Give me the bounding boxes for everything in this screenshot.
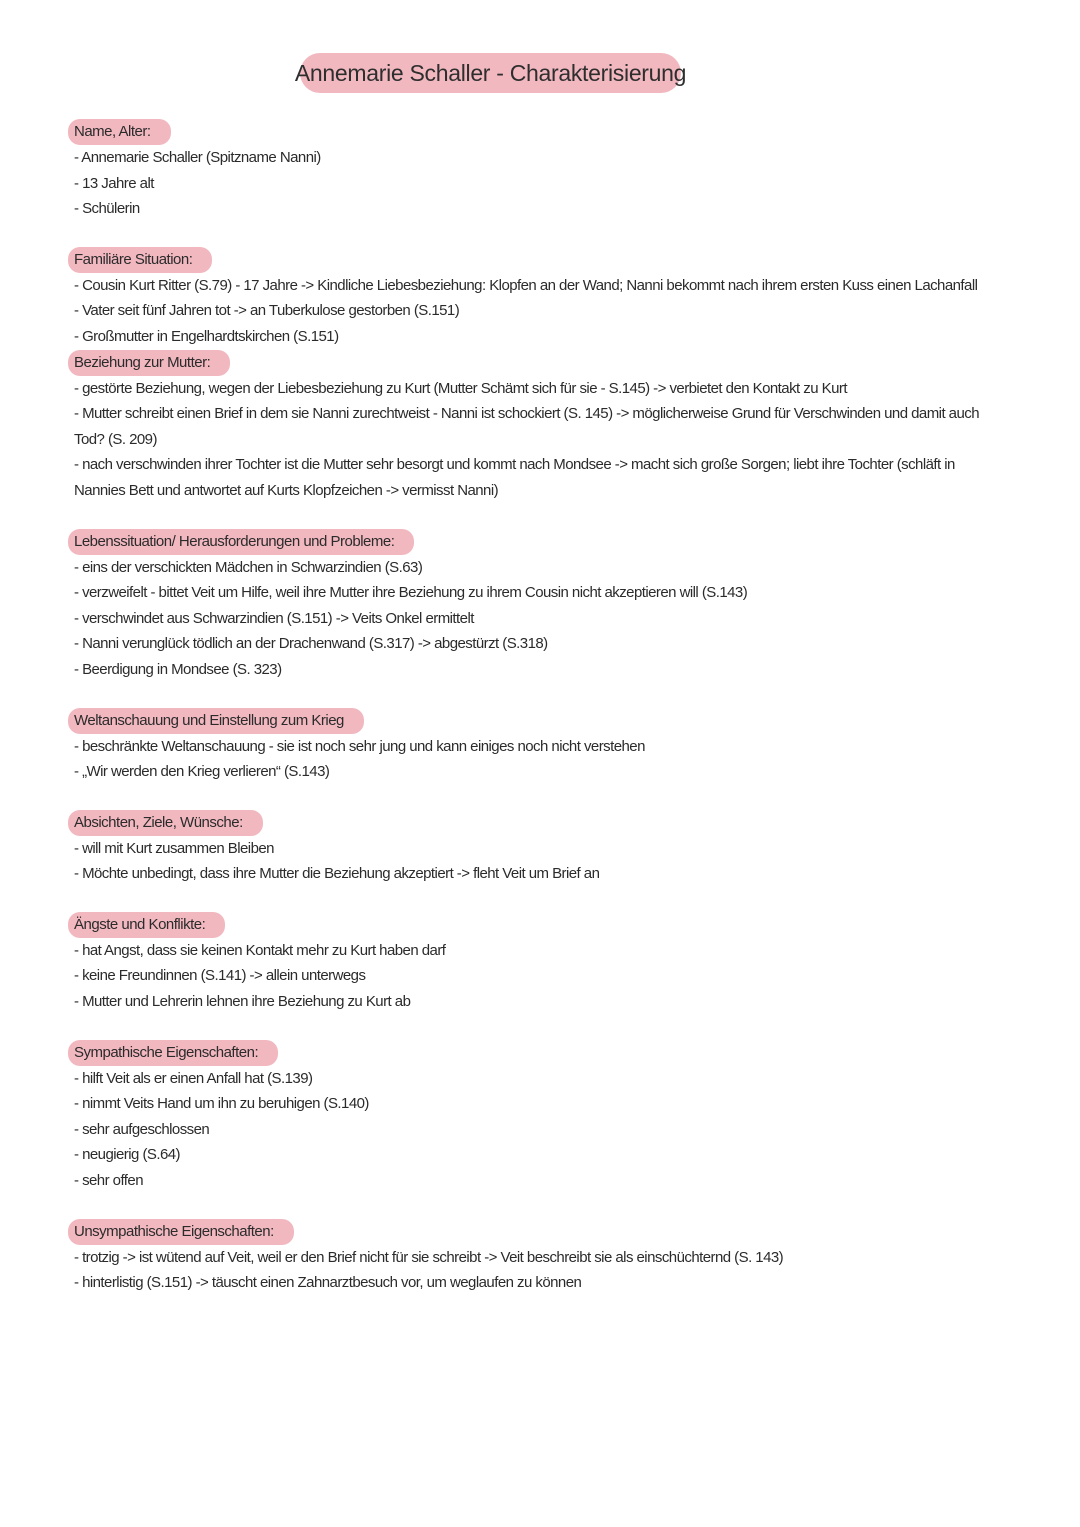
list-item: - gestörte Beziehung, wegen der Liebesbeziehung zu Kurt (Mutter Schämt sich für sie - S.145) -> verbietet den Kontakt zu Kurt [74,379,847,397]
list-item: - will mit Kurt zusammen Bleiben [74,839,274,857]
section-heading: Name, Alter: [68,119,171,145]
item-list [68,1245,1008,1296]
section-name-alter [68,119,1008,222]
item-list [68,1066,1008,1194]
list-item: - Vater seit fünf Jahren tot -> an Tuberkulose gestorben (S.151) [74,302,460,320]
section-heading: Unsympathische Eigenschaften: [68,1219,294,1245]
list-item: - „Wir werden den Krieg verlieren“ (S.143) [74,763,330,781]
list-item: - beschränkte Weltanschauung - sie ist noch sehr jung und kann einiges noch nicht verstehen [74,737,645,755]
section-familiaere-situation [68,247,1008,350]
list-item: - Annemarie Schaller (Spitzname Nanni) [74,149,321,166]
list-item: - sehr offen [74,1172,144,1190]
title-highlight [294,53,687,93]
section-unsympathisch [68,1219,1008,1296]
document-body [68,119,1008,1296]
list-item: - Mutter und Lehrerin lehnen ihre Beziehung zu Kurt ab [74,993,411,1011]
section-heading: Ängste und Konflikte: [68,912,225,938]
section-lebenssituation [68,529,1008,683]
item-list [68,376,1008,504]
section-heading: Familiäre Situation: [68,247,212,273]
list-item: - nach verschwinden ihrer Tochter ist die Mutter sehr besorgt und kommt nach Mondsee -> macht sich große Sorgen; liebt ihre Tochter (schläft in Nannies Bett und antwortet auf Kurts Klopfzeichen -> vermisst Nanni) [74,456,955,499]
list-item: - nimmt Veits Hand um ihn zu beruhigen (S.140) [74,1095,369,1113]
list-item: - Schülerin [74,200,140,218]
list-item: - Mutter schreibt einen Brief in dem sie Nanni zurechtweist - Nanni ist schockiert (S. 145) -> möglicherweise Grund für Verschwinden und damit auch Tod? (S. 209) [74,405,980,448]
list-item: - Möchte unbedingt, dass ihre Mutter die Beziehung akzeptiert -> fleht Veit um Brief an [74,865,600,883]
section-heading: Lebenssituation/ Herausforderungen und Probleme: [68,529,414,555]
page-title: Annemarie Schaller - Charakterisierung [294,59,687,86]
section-heading: Absichten, Ziele, Wünsche: [68,810,263,836]
section-sympathisch [68,1040,1008,1194]
list-item: - Beerdigung in Mondsee (S. 323) [74,660,282,678]
section-heading: Weltanschauung und Einstellung zum Krieg [68,708,364,734]
item-list [68,836,1008,887]
item-list [68,145,1008,222]
list-item: - hat Angst, dass sie keinen Kontakt mehr zu Kurt haben darf [74,941,446,959]
list-item: - trotzig -> ist wütend auf Veit, weil er den Brief nicht für sie schreibt -> Veit beschreibt sie als einschüchternd (S. 143) [74,1248,784,1266]
section-aengste [68,912,1008,1015]
item-list [68,273,1008,350]
list-item: - verzweifelt - bittet Veit um Hilfe, weil ihre Mutter ihre Beziehung zu ihrem Cousin nicht akzeptieren will (S.143) [74,584,748,602]
list-item: - hinterlistig (S.151) -> täuscht einen Zahnarztbesuch vor, um weglaufen zu können [74,1274,582,1292]
item-list [68,734,1008,785]
section-beziehung-mutter [68,350,1008,504]
list-item: - hilft Veit als er einen Anfall hat (S.139) [74,1069,313,1087]
list-item: - Großmutter in Engelhardtskirchen (S.151) [74,327,339,345]
list-item: - eins der verschickten Mädchen in Schwarzindien (S.63) [74,558,423,576]
section-heading: Sympathische Eigenschaften: [68,1040,278,1066]
list-item: - verschwindet aus Schwarzindien (S.151) -> Veits Onkel ermittelt [74,609,474,627]
list-item: - 13 Jahre alt [74,174,154,192]
section-heading: Beziehung zur Mutter: [68,350,230,376]
list-item: - keine Freundinnen (S.141) -> allein unterwegs [74,967,366,985]
item-list [68,938,1008,1015]
section-weltanschauung [68,708,1008,785]
list-item: - neugierig (S.64) [74,1146,180,1164]
list-item: - Nanni verunglück tödlich an der Drachenwand (S.317) -> abgestürzt (S.318) [74,635,548,653]
item-list [68,555,1008,683]
section-absichten [68,810,1008,887]
list-item: - sehr aufgeschlossen [74,1120,210,1138]
list-item: - Cousin Kurt Ritter (S.79) - 17 Jahre -> Kindliche Liebesbeziehung: Klopfen an der Wand; Nanni bekommt nach ihrem ersten Kuss einen Lachanfall [74,276,978,294]
